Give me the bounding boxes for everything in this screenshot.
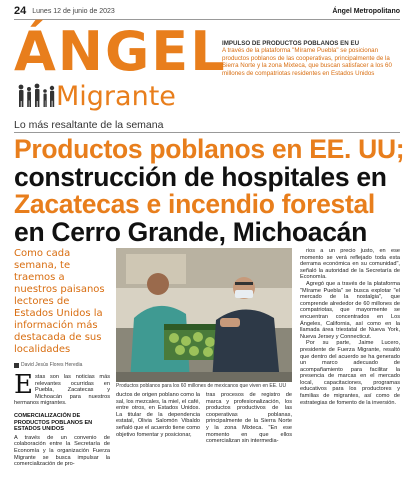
page-header [14,4,400,18]
intro-paragraph [14,370,110,407]
byline-marker-icon [14,363,19,368]
section-logo [14,20,227,114]
byline [14,362,110,368]
kicker-divider [14,132,400,133]
produce-photo-illustration [116,248,292,382]
intro-text: A través de la plataforma "Mírame Puebla" se posicionan productos poblanos de las cooperativas, principalmente de la Sierra Norte y la zona Mixteca, que buscan satisfacer a los 60 millones de compatriotas residentes en Estados Unidos [222,47,392,77]
section-kicker: Lo más resaltante de la semana [14,119,164,131]
body-paragraph-mid-1: ductos de origen poblano como la sal, los mezcales, la miel, el café, entre otros, en Estados Unidos. La titular de la dependencia estatal, Olivia Salomón Vibaldo señaló que el acuerdo tiene como objetivo fomentar y posicionar, [116,392,200,438]
article-subhead: COMERCIALIZACIÓN DE PRODUCTOS POBLANOS EN ESTADOS UNIDOS [14,412,93,433]
publication-date: Lunes 12 de junio de 2023 [32,7,115,15]
body-paragraph-right-1: rios a un precio justo, en ese momento se verá reflejado toda esta derrama económica en su comunidad", señaló la autoridad de la Secretaría de Economía. [300,248,400,281]
intro-box [222,40,400,88]
body-paragraph-mid-2: tras procesos de registro de marca y profesionalización, los productos productivos de las cooperativas poblanas, principalmente de la Sierra Norte y la zona Mixteca. "En ese momento en que ellos comercializan sin intermedia- [206,392,292,445]
author-name: David Jesús Flores Heredia [21,362,83,368]
lead-paragraph: Como cada semana, te traemos a nuestros paisanos lectores de Estados Unidos la información más destacada de sus localidades [14,248,105,355]
headline [14,136,404,246]
page-number: 24 [14,5,27,17]
publication-name: Ángel Metropolitano [332,7,400,15]
photo-caption: Productos poblanos para los 60 millones de mexicanos que viven en EE. UU [116,383,287,389]
body-paragraph-right-2: Agregó que a través de la plataforma "Mírame Puebla" se busca explotar "el mercado de la nostalgia", que comprende alrededor de 60 millones de compatriotas, que mayormente se encuentran concentrados en Los Ángeles, California, así como en la llamada área triestatal de Nueva York, Nueva Jersey y Connecticut. [300,280,400,340]
intro-paragraph-text: stas son las noticias más relevantes ocurridas en Puebla, Zacatecas y Michoacán para nuestros hermanos migrantes. [14,374,110,407]
body-column-right [300,248,400,406]
headline-line-2: construcción de hospitales en [14,161,387,192]
headline-line-4: en Cerro Grande, Michoacán [14,216,367,247]
headline-line-1: Productos poblanos en EE. UU; [14,134,405,164]
body-paragraph-left: A través de un convenio de colaboración entre la Secretaría de Economía y la organización Fuerza Migrante se busca impulsar la comercialización de pro- [14,434,110,468]
drop-cap: E [14,370,33,400]
news-photo [116,248,292,382]
body-paragraph-right-3: Por su parte, Jaime Lucero, presidente de Fuerza Migrante, resaltó que dentro del acuerdo se ha generado un marco adecuado de acompañamiento para facilitar la presencia de marcas en el mercado local, capacitaciones, programas educativos para los productores y familias de migrantes, así como de estrategias de fomento de la inversión. [300,340,400,406]
migrants-silhouette-icon [16,82,58,108]
logo-subtitle: Migrante [56,81,176,112]
headline-line-3: Zacatecas e incendio forestal [14,189,375,219]
logo-title: ÁNGEL [14,20,227,83]
intro-title: IMPULSO DE PRODUCTOS POBLANOS EN EU [222,40,360,47]
lead-column [14,248,110,468]
